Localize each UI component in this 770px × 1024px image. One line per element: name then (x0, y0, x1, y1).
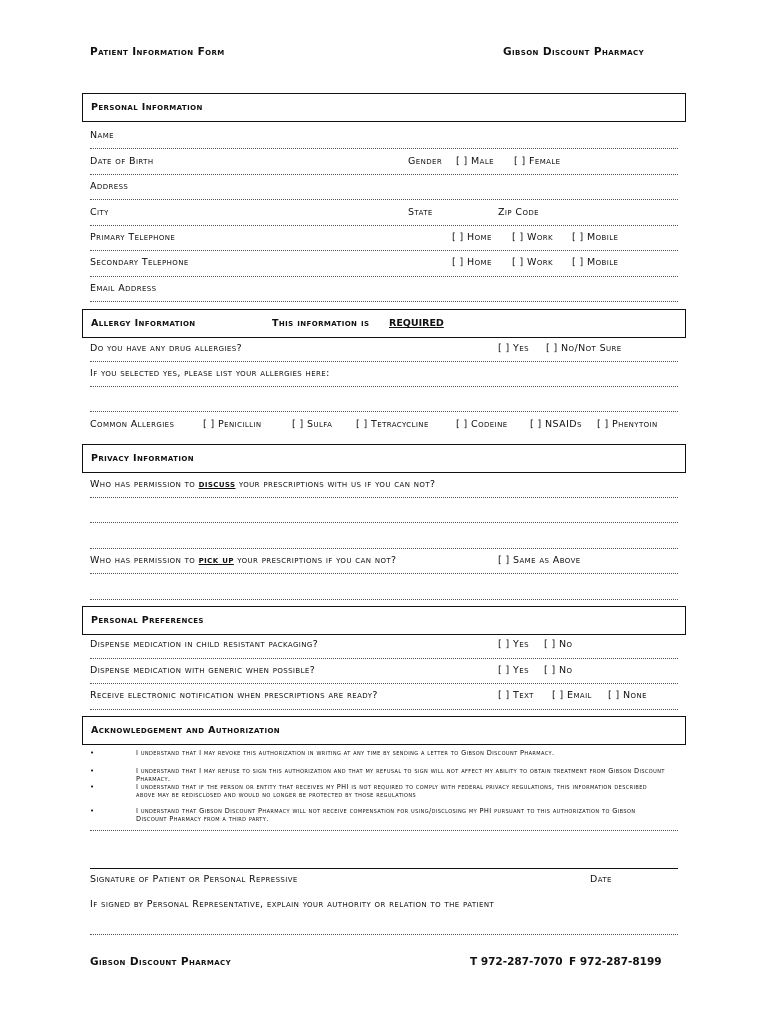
dob-label: Date of Birth (90, 156, 154, 167)
discuss-emphasis: discuss (198, 479, 236, 490)
pickup-question (90, 555, 396, 566)
email-label: Email Address (90, 283, 157, 294)
pickup-line-2[interactable] (90, 599, 678, 600)
allergy-list-line-1[interactable] (90, 386, 678, 387)
state-label: State (408, 207, 433, 218)
allergy-list-line-2[interactable] (90, 411, 678, 412)
notification-line (90, 709, 678, 710)
personal-info-title: Personal Information (91, 102, 203, 113)
allergy-question: Do you have any drug allergies? (90, 343, 243, 354)
ack-bullet-2: • (90, 767, 95, 775)
secondary-work-checkbox[interactable]: [ ] Work (512, 257, 554, 268)
child-resistant-question: Dispense medication in child resistant packaging? (90, 639, 319, 650)
ack-item-2: I understand that I may refuse to sign this authorization and that my refusal to sign will not affect my ability to obtain treatment from Gibson Discount Pharmacy. (136, 767, 665, 784)
nsaids-checkbox[interactable]: [ ] NSAIDs (530, 419, 582, 430)
pickup-prefix: Who has permission to (90, 555, 196, 566)
discuss-question (90, 479, 435, 490)
name-field[interactable] (90, 148, 678, 149)
generic-no-checkbox[interactable]: [ ] No (544, 665, 573, 676)
ack-item-4: I understand that Gibson Discount Pharmacy will not receive compensation for using/disclosing my PHI pursuant to this authorization to Gibson Discount Pharmacy from a third party. (136, 807, 636, 824)
discuss-line-2[interactable] (90, 522, 678, 523)
city-state-zip-field[interactable] (90, 225, 678, 226)
allergy-no-checkbox[interactable]: [ ] No/Not Sure (546, 343, 622, 354)
ack-title: Acknowledgement and Authorization (91, 725, 281, 736)
allergy-section-header (82, 309, 686, 338)
discuss-prefix: Who has permission to (90, 479, 196, 490)
same-as-above-checkbox[interactable]: [ ] Same as Above (498, 555, 581, 566)
child-resistant-line (90, 658, 678, 659)
footer-phone: T 972-287-7070 (470, 956, 563, 968)
pickup-suffix: your prescriptions if you can not? (237, 555, 397, 566)
generic-question: Dispense medication with generic when possible? (90, 665, 316, 676)
child-resistant-no-checkbox[interactable]: [ ] No (544, 639, 573, 650)
primary-work-checkbox[interactable]: [ ] Work (512, 232, 554, 243)
privacy-title: Privacy Information (91, 453, 194, 464)
discuss-suffix: your prescriptions with us if you can not? (238, 479, 436, 490)
secondary-phone-label: Secondary Telephone (90, 257, 189, 268)
primary-home-checkbox[interactable]: [ ] Home (452, 232, 492, 243)
allergy-required-prefix: This information is (272, 318, 370, 329)
name-label: Name (90, 130, 114, 141)
ack-section-header (82, 716, 686, 745)
allergy-required-label: REQUIRED (389, 318, 444, 329)
notify-text-checkbox[interactable]: [ ] Text (498, 690, 534, 701)
zip-label: Zip Code (498, 207, 539, 218)
allergy-title: Allergy Information (91, 318, 196, 329)
dob-field[interactable] (90, 174, 678, 175)
city-label: City (90, 207, 109, 218)
ack-bullet-4: • (90, 807, 95, 815)
discuss-line-1[interactable] (90, 497, 678, 498)
gender-male-checkbox[interactable]: [ ] Male (456, 156, 494, 167)
notify-none-checkbox[interactable]: [ ] None (608, 690, 647, 701)
signature-line[interactable] (90, 868, 678, 869)
address-label: Address (90, 181, 129, 192)
personal-info-section-header (82, 93, 686, 122)
primary-mobile-checkbox[interactable]: [ ] Mobile (572, 232, 619, 243)
secondary-home-checkbox[interactable]: [ ] Home (452, 257, 492, 268)
preferences-section-header (82, 606, 686, 635)
gender-label: Gender (408, 156, 443, 167)
preferences-title: Personal Preferences (91, 615, 204, 626)
ack-bullet-1: • (90, 749, 95, 757)
email-field[interactable] (90, 301, 678, 302)
ack-bullet-3: • (90, 783, 95, 791)
pharmacy-name-header: Gibson Discount Pharmacy (503, 46, 645, 58)
primary-phone-field[interactable] (90, 250, 678, 251)
notify-email-checkbox[interactable]: [ ] Email (552, 690, 592, 701)
footer-fax: F 972-287-8199 (569, 956, 662, 968)
phenytoin-checkbox[interactable]: [ ] Phenytoin (597, 419, 658, 430)
ack-item-3: I understand that if the person or entity that receives my PHI is not required to comply with federal privacy regulations, this information described above may be redisclosed and would no longer be protected by those regulations (136, 783, 648, 800)
generic-yes-checkbox[interactable]: [ ] Yes (498, 665, 529, 676)
allergy-question-line (90, 361, 678, 362)
signature-label: Signature of Patient or Personal Repressive (90, 874, 298, 885)
pickup-line-1[interactable] (90, 573, 678, 574)
representative-field[interactable] (90, 934, 678, 935)
representative-prompt: If signed by Personal Representative, explain your authority or relation to the patient (90, 899, 495, 910)
generic-line (90, 683, 678, 684)
privacy-section-header (82, 444, 686, 473)
ack-item-1: I understand that I may revoke this authorization in writing at any time by sending a letter to Gibson Discount Pharmacy. (136, 749, 555, 757)
codeine-checkbox[interactable]: [ ] Codeine (456, 419, 508, 430)
common-allergies-label: Common Allergies (90, 419, 175, 430)
primary-phone-label: Primary Telephone (90, 232, 176, 243)
allergy-list-prompt: If you selected yes, please list your allergies here: (90, 368, 330, 379)
secondary-mobile-checkbox[interactable]: [ ] Mobile (572, 257, 619, 268)
footer-pharmacy-name: Gibson Discount Pharmacy (90, 956, 232, 968)
pickup-emphasis: pick up (198, 555, 234, 566)
secondary-phone-field[interactable] (90, 276, 678, 277)
penicillin-checkbox[interactable]: [ ] Penicillin (203, 419, 262, 430)
form-title: Patient Information Form (90, 46, 225, 58)
tetracycline-checkbox[interactable]: [ ] Tetracycline (356, 419, 429, 430)
gender-female-checkbox[interactable]: [ ] Female (514, 156, 561, 167)
ack-line (90, 830, 678, 831)
address-field[interactable] (90, 199, 678, 200)
sulfa-checkbox[interactable]: [ ] Sulfa (292, 419, 333, 430)
notification-question: Receive electronic notification when prescriptions are ready? (90, 690, 378, 701)
allergy-yes-checkbox[interactable]: [ ] Yes (498, 343, 529, 354)
date-label: Date (590, 874, 612, 885)
discuss-line-3[interactable] (90, 548, 678, 549)
child-resistant-yes-checkbox[interactable]: [ ] Yes (498, 639, 529, 650)
